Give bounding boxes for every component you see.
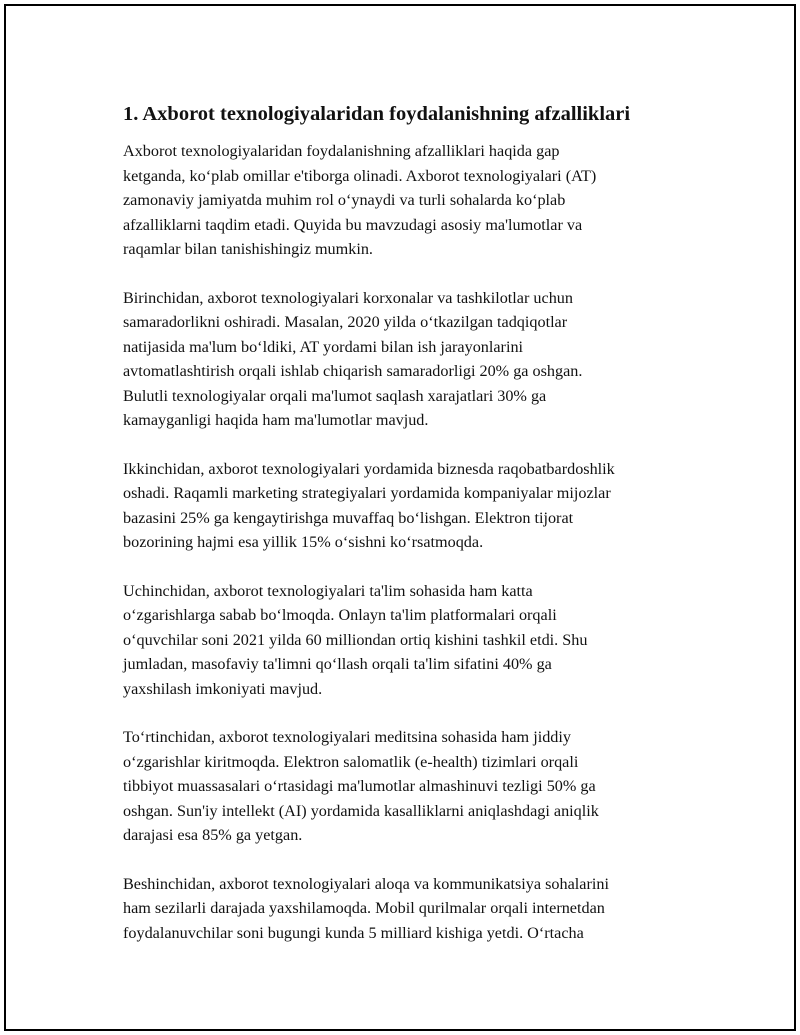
paragraph-fourth (123, 725, 703, 848)
text-line: Birinchidan, axborot texnologiyalari korxonalar va tashkilotlar uchun (123, 288, 573, 307)
text-line: oshgan. Sun'iy intellekt (AI) yordamida kasalliklarni aniqlashdagi aniqlik (123, 801, 599, 820)
text-line: Uchinchidan, axborot texnologiyalari ta'lim sohasida ham katta (123, 581, 533, 600)
text-line: natijasida ma'lum bo‘ldiki, AT yordami bilan ish jarayonlarini (123, 337, 524, 356)
text-line: samaradorlikni oshiradi. Masalan, 2020 yilda o‘tkazilgan tadqiqotlar (123, 313, 568, 331)
text-line: Ikkinchidan, axborot texnologiyalari yordamida biznesda raqobatbardoshlik (123, 459, 615, 478)
paragraph-second (123, 457, 703, 555)
text-line: foydalanuvchilar soni bugungi kunda 5 milliard kishiga yetdi. O‘rtacha (123, 923, 584, 942)
paragraph-first (123, 286, 703, 433)
text-line: bazasini 25% ga kengaytirishga muvaffaq bo‘lishgan. Elektron tijorat (123, 508, 574, 527)
text-line: zamonaviy jamiyatda muhim rol o‘ynaydi va turli sohalarda ko‘plab (123, 191, 566, 209)
section-title: 1. Axborot texnologiyalaridan foydalanishning afzalliklari (123, 103, 631, 125)
text-line: ham sezilarli darajada yaxshilamoqda. Mobil qurilmalar orqali internetdan (123, 899, 605, 917)
document-body (123, 100, 703, 969)
paragraph-third (123, 579, 703, 702)
text-line: oshadi. Raqamli marketing strategiyalari yordamida kompaniyalar mijozlar (123, 484, 611, 502)
text-line: afzalliklarni taqdim etadi. Quyida bu mavzudagi asosiy ma'lumotlar va (123, 215, 583, 234)
text-line: o‘quvchilar soni 2021 yilda 60 milliondan ortiq kishini tashkil etdi. Shu (123, 630, 588, 649)
text-line: o‘zgarishlar kiritmoqda. Elektron salomatlik (e-health) tizimlari orqali (123, 752, 579, 771)
text-line: bozorining hajmi esa yillik 15% o‘sishni ko‘rsatmoqda. (123, 533, 484, 551)
text-line: To‘rtinchidan, axborot texnologiyalari meditsina sohasida ham jiddiy (123, 728, 571, 746)
text-line: o‘zgarishlarga sabab bo‘lmoqda. Onlayn ta'lim platformalari orqali (123, 606, 557, 624)
text-line: Beshinchidan, axborot texnologiyalari aloqa va kommunikatsiya sohalarini (123, 874, 609, 893)
text-line: darajasi esa 85% ga yetgan. (123, 826, 303, 844)
text-line: jumladan, masofaviy ta'limni qo‘llash orqali ta'lim sifatini 40% ga (123, 655, 552, 673)
text-line: avtomatlashtirish orqali ishlab chiqarish samaradorligi 20% ga oshgan. (123, 362, 583, 380)
paragraph-intro (123, 139, 703, 262)
text-line: yaxshilash imkoniyati mavjud. (123, 679, 323, 698)
text-line: ketganda, ko‘plab omillar e'tiborga olinadi. Axborot texnologiyalari (AT) (123, 166, 597, 185)
paragraph-fifth (123, 872, 703, 946)
text-line: Axborot texnologiyalaridan foydalanishning afzalliklari haqida gap (123, 142, 560, 160)
text-line: kamayganligi haqida ham ma'lumotlar mavjud. (123, 411, 429, 429)
text-line: tibbiyot muassasalari o‘rtasidagi ma'lumotlar almashinuvi tezligi 50% ga (123, 777, 596, 795)
page-frame (4, 4, 796, 1031)
text-line: Bulutli texnologiyalar orqali ma'lumot saqlash xarajatlari 30% ga (123, 386, 547, 405)
text-line: raqamlar bilan tanishishingiz mumkin. (123, 240, 373, 258)
